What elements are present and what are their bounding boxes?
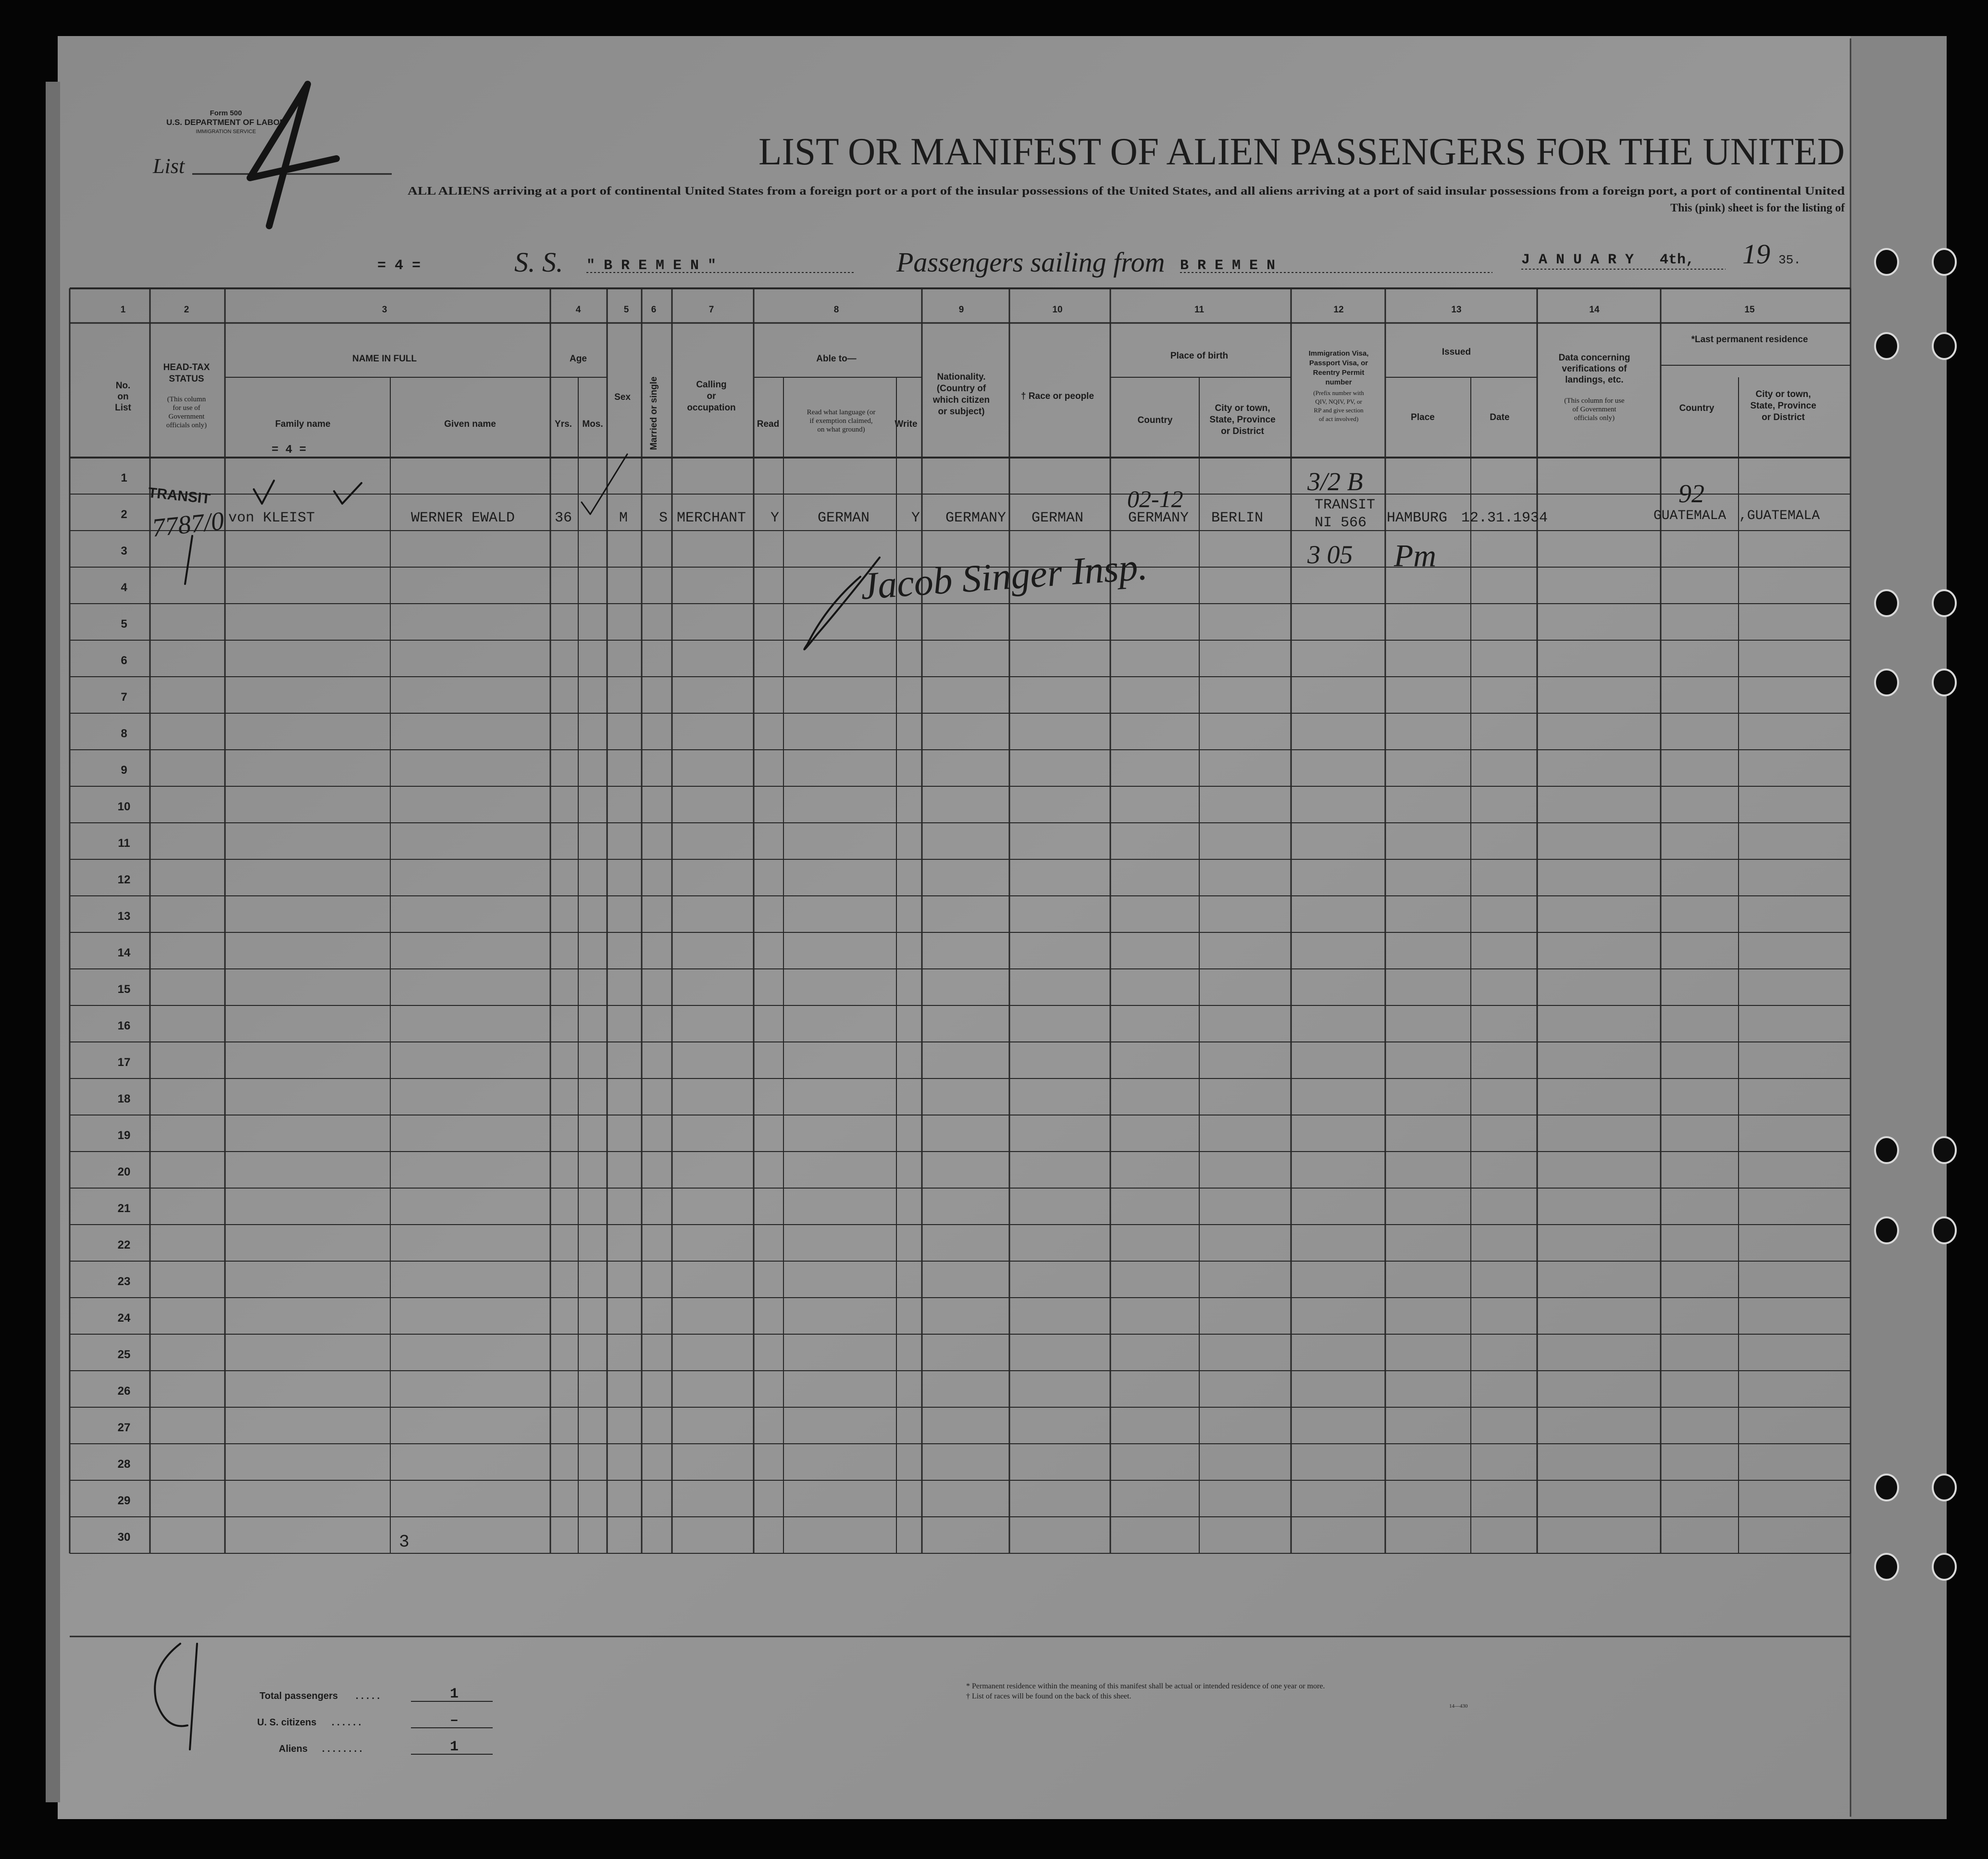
row-number: 20: [117, 1165, 131, 1178]
row-number: 21: [117, 1202, 131, 1215]
row-number: 25: [117, 1348, 131, 1361]
data-note-2: of Government: [1572, 406, 1616, 413]
write-heading: Write: [895, 419, 918, 429]
data-concerning-heading-2: verifications of: [1562, 364, 1627, 374]
column-number: 13: [1451, 305, 1462, 315]
birth-city-heading-3: or District: [1221, 426, 1264, 436]
able-to-heading: Able to—: [816, 354, 857, 364]
manifest-title: LIST OR MANIFEST OF ALIEN PASSENGERS FOR THE UNITED: [758, 131, 1845, 173]
nationality-heading-2: (Country of: [936, 384, 986, 394]
row-number: 19: [117, 1129, 131, 1142]
visa-handwritten: 3/2 B: [1307, 467, 1363, 496]
column-number: 15: [1744, 305, 1755, 315]
row-number: 2: [121, 508, 127, 521]
row-number: 8: [121, 727, 127, 740]
data-note-3: officials only): [1574, 414, 1615, 422]
place-of-birth-heading: Place of birth: [1170, 351, 1229, 361]
issued-heading: Issued: [1441, 347, 1471, 357]
age-years-heading: Yrs.: [555, 419, 572, 429]
row-number: 29: [117, 1494, 131, 1507]
total-passengers-value: 1: [449, 1686, 459, 1702]
issued-place-heading: Place: [1411, 412, 1435, 422]
svg-text:. . . . .: . . . . .: [356, 1691, 380, 1701]
data-concerning-heading-1: Data concerning: [1558, 353, 1630, 363]
able-to-read: Y: [770, 510, 780, 526]
row-number: 11: [118, 837, 130, 850]
page-edge-strip: [46, 82, 60, 1802]
age-months-heading: Mos.: [582, 419, 603, 429]
column-number: 11: [1194, 305, 1205, 315]
residence-country-heading: Country: [1679, 403, 1715, 413]
able-to-write: Y: [911, 510, 920, 526]
sex: M: [619, 510, 628, 526]
no-on-list-heading-1: No.: [115, 381, 131, 391]
birth-city-heading-2: State, Province: [1209, 415, 1276, 425]
visa-issued-place: HAMBURG: [1387, 510, 1448, 526]
row-number: 23: [117, 1275, 131, 1288]
pm-note: Pm: [1394, 538, 1436, 573]
visa-transit: TRANSIT: [1315, 497, 1376, 513]
row-number: 4: [121, 581, 127, 594]
nationality-heading-3: which citizen: [932, 395, 990, 405]
row-number: 15: [117, 983, 131, 996]
binder-hole: [1933, 590, 1956, 616]
binder-hole: [1875, 1217, 1898, 1243]
list-label: List: [153, 154, 185, 178]
visa-heading-3: Reentry Permit: [1313, 369, 1365, 377]
read-language-heading-1: Read what language (or: [807, 409, 876, 416]
married-or-single-heading: Married or single: [649, 376, 659, 450]
data-concerning-heading-3: landings, etc.: [1565, 375, 1624, 385]
visa-heading-7: RP and give section: [1314, 407, 1364, 414]
binder-hole: [1933, 1475, 1956, 1500]
family-name-marker: = 4 =: [272, 444, 307, 457]
no-on-list-heading-3: List: [115, 403, 131, 413]
nationality-heading-4: or subject): [938, 407, 985, 417]
column-number: 1: [120, 305, 126, 315]
visa-number: NI 566: [1315, 515, 1367, 531]
year-prefix: 19: [1742, 238, 1770, 270]
binding-strip: [1851, 36, 1947, 1819]
footnote-races: † List of races will be found on the back of this sheet.: [966, 1692, 1131, 1700]
binder-hole: [1875, 669, 1898, 695]
row-number: 3: [121, 545, 127, 558]
svg-text:. . . . . .: . . . . . .: [332, 1717, 361, 1728]
row-number: 26: [117, 1385, 131, 1398]
sailing-label: Passengers sailing from: [896, 247, 1165, 278]
sex-heading: Sex: [614, 392, 631, 402]
service-name: IMMIGRATION SERVICE: [196, 129, 256, 135]
ss-label: S. S.: [514, 247, 563, 278]
inspector-signature: Jacob Singer Insp.: [859, 545, 1149, 608]
name-in-full-heading: NAME IN FULL: [352, 354, 417, 364]
read-language: GERMAN: [817, 510, 870, 526]
binder-hole: [1933, 1137, 1956, 1163]
stray-numeral: 3: [399, 1532, 410, 1552]
manifest-subtitle-2: This (pink) sheet is for the listing of: [1670, 202, 1845, 214]
total-passengers-label: Total passengers: [260, 1691, 338, 1701]
birth-country-handnote: 02-12: [1127, 485, 1183, 512]
column-number: 10: [1052, 305, 1063, 315]
age-heading: Age: [570, 354, 587, 364]
row-number: 9: [121, 764, 127, 777]
head-tax-note-2: for use of: [173, 404, 200, 412]
column-number: 5: [623, 305, 629, 315]
occupation: MERCHANT: [677, 510, 746, 526]
visa-heading-6: QIV, NQIV, PV, or: [1315, 398, 1362, 405]
binder-hole: [1933, 1217, 1956, 1243]
birth-city-heading-1: City or town,: [1215, 403, 1270, 413]
residence-handnote: 92: [1678, 479, 1704, 508]
family-name-heading: Family name: [275, 419, 331, 429]
form-code: 14—430: [1449, 1703, 1468, 1709]
column-number: 4: [575, 305, 581, 315]
residence-city-heading-3: or District: [1762, 412, 1805, 422]
paper-sheet: [58, 36, 1947, 1819]
row-number: 14: [117, 946, 131, 959]
time-note: 3 05: [1307, 540, 1353, 569]
column-number: 7: [708, 305, 714, 315]
family-name: von KLEIST: [228, 510, 315, 526]
sailing-date: J A N U A R Y 4th,: [1521, 252, 1695, 268]
residence-city-heading-2: State, Province: [1750, 401, 1816, 411]
calling-heading-3: occupation: [687, 403, 736, 413]
row-number: 18: [117, 1092, 131, 1105]
departure-port: B R E M E N: [1180, 258, 1276, 274]
us-citizens-value: –: [449, 1712, 459, 1729]
birth-country-heading: Country: [1137, 415, 1173, 425]
race-heading: † Race or people: [1020, 391, 1094, 401]
binder-hole: [1875, 249, 1898, 275]
sheet-marker: = 4 =: [377, 258, 421, 274]
visa-issued-date: 12.31.1934: [1461, 510, 1548, 526]
issued-date-heading: Date: [1490, 412, 1510, 422]
aliens-label: Aliens: [279, 1744, 308, 1754]
binder-hole: [1933, 333, 1956, 359]
row-number: 24: [117, 1312, 131, 1325]
row-number: 12: [117, 873, 131, 886]
row-number: 5: [121, 618, 127, 631]
head-tax-handwritten: 7787/0: [150, 506, 225, 543]
residence-city: ,GUATEMALA: [1739, 508, 1820, 523]
binder-hole: [1875, 590, 1898, 616]
given-name: WERNER EWALD: [411, 510, 515, 526]
marital-status: S: [659, 510, 668, 526]
head-tax-heading-1: HEAD-TAX: [163, 362, 210, 372]
column-number: 8: [833, 305, 839, 315]
head-tax-note-1: (This column: [167, 396, 206, 403]
no-on-list-heading-2: on: [117, 392, 129, 402]
data-note-1: (This column for use: [1564, 397, 1625, 405]
column-number: 3: [382, 305, 387, 315]
svg-text:. . . . . . . .: . . . . . . . .: [322, 1744, 362, 1754]
visa-heading-2: Passport Visa, or: [1309, 359, 1368, 367]
birth-country: GERMANY: [1128, 510, 1189, 526]
read-heading: Read: [757, 419, 780, 429]
head-tax-transit-stamp: TRANSIT: [147, 484, 211, 508]
binder-hole: [1875, 1554, 1898, 1580]
column-number: 2: [184, 305, 189, 315]
us-citizens-label: U. S. citizens: [257, 1717, 317, 1728]
column-number: 12: [1333, 305, 1344, 315]
manifest-subtitle-1: ALL ALIENS arriving at a port of continental United States from a foreign port or a port of the insular possessions of the United States, and all aliens arriving at a port of said insular possessions from a foreign port, a port of continental United: [408, 185, 1845, 198]
binder-hole: [1933, 249, 1956, 275]
row-number: 16: [117, 1019, 131, 1032]
binder-hole: [1875, 1475, 1898, 1500]
row-number: 22: [117, 1239, 131, 1252]
binder-hole: [1875, 333, 1898, 359]
year-suffix: 35.: [1778, 253, 1801, 267]
aliens-value: 1: [449, 1739, 459, 1755]
calling-heading-1: Calling: [696, 380, 727, 390]
column-number: 6: [651, 305, 657, 315]
column-number: 14: [1589, 305, 1600, 315]
form-number: Form 500: [210, 109, 242, 117]
row-number: 1: [121, 471, 127, 484]
row-number: 30: [117, 1531, 131, 1544]
row-number: 27: [117, 1421, 131, 1434]
visa-heading-5: (Prefix number with: [1313, 389, 1364, 397]
visa-heading-1: Immigration Visa,: [1308, 349, 1369, 358]
ship-name: " B R E M E N ": [586, 258, 717, 274]
calling-heading-2: or: [707, 391, 716, 401]
row-number: 17: [117, 1056, 131, 1069]
binder-hole: [1875, 1137, 1898, 1163]
visa-heading-4: number: [1325, 378, 1352, 386]
residence-city-heading-1: City or town,: [1755, 389, 1811, 399]
given-name-heading: Given name: [444, 419, 496, 429]
binder-hole: [1933, 669, 1956, 695]
age-years: 36: [554, 510, 572, 526]
last-residence-heading: *Last permanent residence: [1691, 335, 1808, 345]
binder-hole: [1933, 1554, 1956, 1580]
row-number: 7: [121, 691, 127, 704]
row-number: 13: [117, 910, 131, 923]
head-tax-heading-2: STATUS: [169, 374, 204, 384]
department-name: U.S. DEPARTMENT OF LABOR: [166, 118, 286, 127]
head-tax-note-3: Government: [168, 413, 205, 421]
row-number: 10: [117, 800, 131, 813]
row-number: 28: [117, 1458, 131, 1471]
nationality: GERMANY: [945, 510, 1006, 526]
race: GERMAN: [1031, 510, 1084, 526]
head-tax-note-4: officials only): [166, 421, 207, 429]
row-number: 6: [121, 654, 127, 667]
read-language-heading-3: on what ground): [817, 426, 865, 434]
nationality-heading-1: Nationality.: [937, 372, 986, 382]
visa-heading-8: of act involved): [1318, 415, 1359, 422]
column-number: 9: [958, 305, 964, 315]
birth-city: BERLIN: [1211, 510, 1264, 526]
read-language-heading-2: if exemption claimed,: [809, 417, 873, 425]
residence-country: GUATEMALA: [1653, 508, 1727, 523]
footnote-residence: * Permanent residence within the meaning of this manifest shall be actual or intended residence of one year or more.: [966, 1682, 1325, 1690]
